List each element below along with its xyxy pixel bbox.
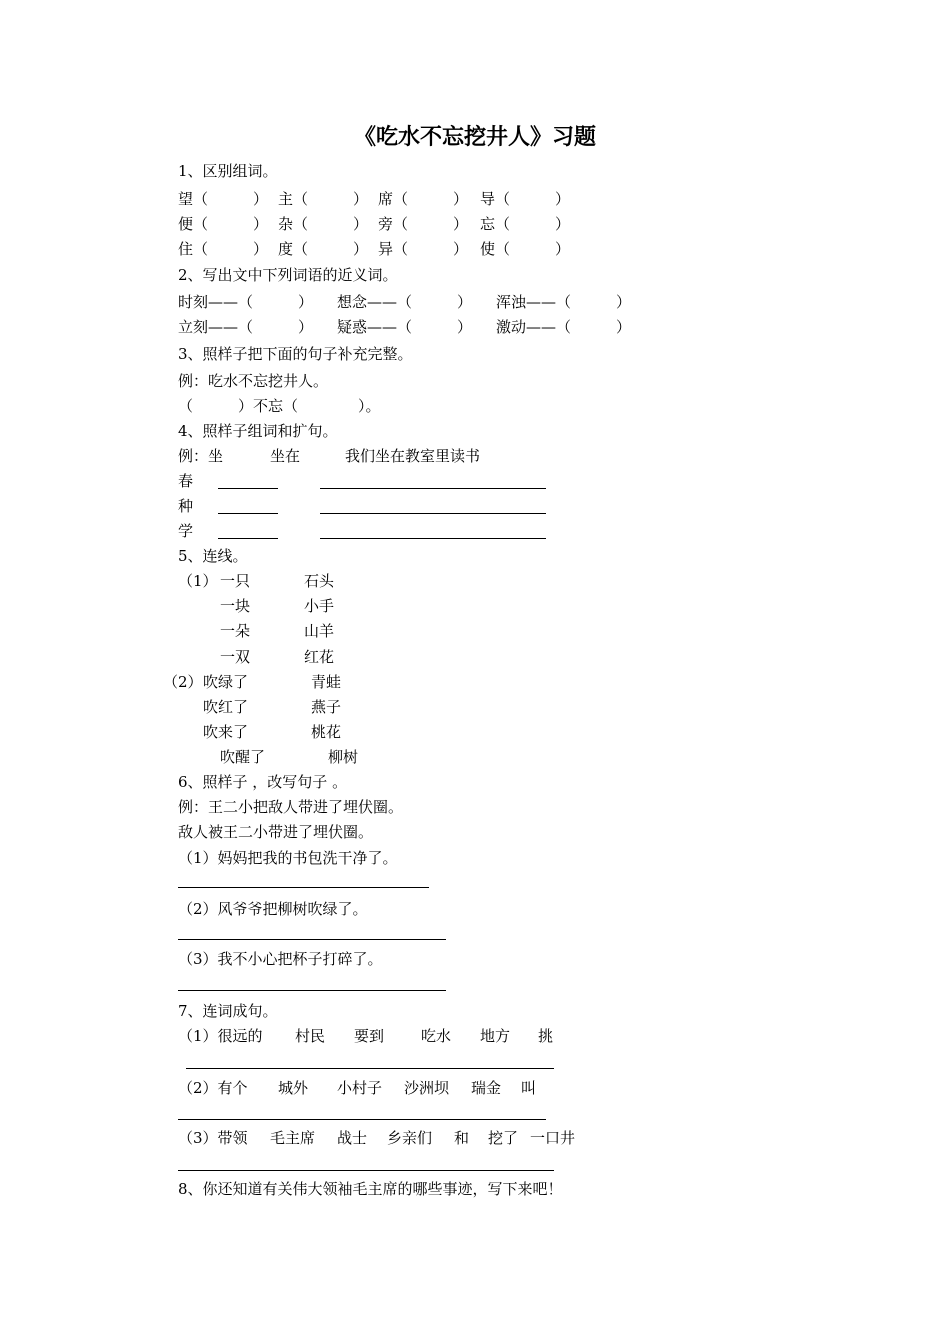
q1-cell: 度（ ）: [278, 240, 369, 258]
q5-left-item: 吹来了: [203, 723, 249, 741]
q5-left-item: 吹红了: [203, 698, 249, 716]
q1-cell: 异（ ）: [378, 240, 469, 258]
q6-item: （1）妈妈把我的书包洗干净了。: [178, 849, 398, 867]
q7-word: （3）带领: [178, 1129, 248, 1147]
q2-cell: 激动——（ ）: [496, 318, 632, 336]
q2-cell: 浑浊——（ ）: [496, 293, 632, 311]
q3-blank: （ ）不忘（ ）。: [178, 397, 381, 415]
q7-word: 挖了: [488, 1129, 519, 1147]
q5-right-item: 石头: [304, 572, 335, 590]
q6-example-answer: 敌人被王二小带进了埋伏圈。: [178, 823, 374, 841]
q6-answer-line: [178, 990, 446, 991]
q5-right-item: 柳树: [328, 748, 359, 766]
q7-word: 吃水: [421, 1027, 452, 1045]
q1-cell: 导（ ）: [480, 190, 571, 208]
q1-cell: 使（ ）: [480, 240, 571, 258]
q4-example-word: 坐在: [270, 447, 301, 465]
q2-cell: 疑惑——（ ）: [337, 318, 473, 336]
q5-left-item: 一只: [220, 572, 251, 590]
q7-heading: 7、连词成句。: [178, 1002, 278, 1020]
q5-left-item: 一双: [220, 648, 251, 666]
q4-word-blank: [218, 513, 278, 514]
q6-item: （2）风爷爷把柳树吹绿了。: [178, 900, 368, 918]
q7-word: 要到: [354, 1027, 385, 1045]
q7-word: 和: [454, 1129, 470, 1147]
q3-heading: 3、照样子把下面的句子补充完整。: [178, 345, 413, 363]
q2-cell: 立刻——（ ）: [178, 318, 314, 336]
q4-sentence-blank: [320, 538, 546, 539]
q6-item: （3）我不小心把杯子打碎了。: [178, 950, 383, 968]
q1-cell: 旁（ ）: [378, 215, 469, 233]
q4-sentence-blank: [320, 513, 546, 514]
q4-word-blank: [218, 488, 278, 489]
q7-word: 瑞金: [471, 1079, 502, 1097]
q1-cell: 住（ ）: [178, 240, 269, 258]
q7-word: 叫: [521, 1079, 537, 1097]
q7-word: 城外: [278, 1079, 309, 1097]
q4-char: 春: [178, 472, 194, 490]
q7-word: （2）有个: [178, 1079, 248, 1097]
q7-word: 村民: [295, 1027, 326, 1045]
q7-word: 一口井: [530, 1129, 576, 1147]
q5-heading: 5、连线。: [178, 547, 248, 565]
q7-word: 沙洲坝: [404, 1079, 450, 1097]
page-title: 《吃水不忘挖井人》习题: [353, 124, 596, 150]
q7-answer-line: [178, 1119, 546, 1120]
q6-example: 例：王二小把敌人带进了埋伏圈。: [178, 798, 404, 816]
q4-word-blank: [218, 538, 278, 539]
q5-part1-label: （1）: [178, 572, 218, 590]
q5-right-item: 小手: [304, 597, 335, 615]
q4-char: 学: [178, 522, 194, 540]
q4-sentence-blank: [320, 488, 546, 489]
q5-right-item: 青蛙: [311, 673, 342, 691]
q6-answer-line: [178, 939, 446, 940]
q7-answer-line: [186, 1068, 554, 1069]
q1-cell: 忘（ ）: [480, 215, 571, 233]
q6-answer-line: [178, 887, 429, 888]
q3-example: 例：吃水不忘挖井人。: [178, 372, 329, 390]
q1-cell: 主（ ）: [278, 190, 369, 208]
q5-right-item: 红花: [304, 648, 335, 666]
q4-example-sentence: 我们坐在教室里读书: [345, 447, 481, 465]
q4-example-char: 例：坐: [178, 447, 224, 465]
q2-heading: 2、写出文中下列词语的近义词。: [178, 266, 398, 284]
q7-word: 小村子: [337, 1079, 383, 1097]
q1-cell: 杂（ ）: [278, 215, 369, 233]
q7-word: 挑: [538, 1027, 554, 1045]
q1-cell: 便（ ）: [178, 215, 269, 233]
q6-heading: 6、照样子 ，改写句子 。: [178, 773, 348, 791]
q5-left-item: 吹醒了: [220, 748, 266, 766]
q1-cell: 席（ ）: [378, 190, 469, 208]
q5-left-item: 一朵: [220, 622, 251, 640]
q1-heading: 1、区别组词。: [178, 162, 278, 180]
q5-right-item: 桃花: [311, 723, 342, 741]
q7-word: 地方: [480, 1027, 511, 1045]
q4-heading: 4、照样子组词和扩句。: [178, 422, 338, 440]
q2-cell: 时刻——（ ）: [178, 293, 314, 311]
q4-char: 种: [178, 497, 194, 515]
q5-right-item: 燕子: [311, 698, 342, 716]
q8-heading: 8、你还知道有关伟大领袖毛主席的哪些事迹，写下来吧！: [178, 1180, 563, 1198]
q5-part2-label: （2）: [163, 673, 203, 691]
q5-left-item: 一块: [220, 597, 251, 615]
q5-right-item: 山羊: [304, 622, 335, 640]
q7-answer-line: [178, 1170, 554, 1171]
q1-cell: 望（ ）: [178, 190, 269, 208]
q7-word: 战士: [337, 1129, 368, 1147]
q7-word: 毛主席: [270, 1129, 316, 1147]
q7-word: 乡亲们: [387, 1129, 433, 1147]
q7-word: （1）很远的: [178, 1027, 263, 1045]
q5-left-item: 吹绿了: [203, 673, 249, 691]
q2-cell: 想念——（ ）: [337, 293, 473, 311]
